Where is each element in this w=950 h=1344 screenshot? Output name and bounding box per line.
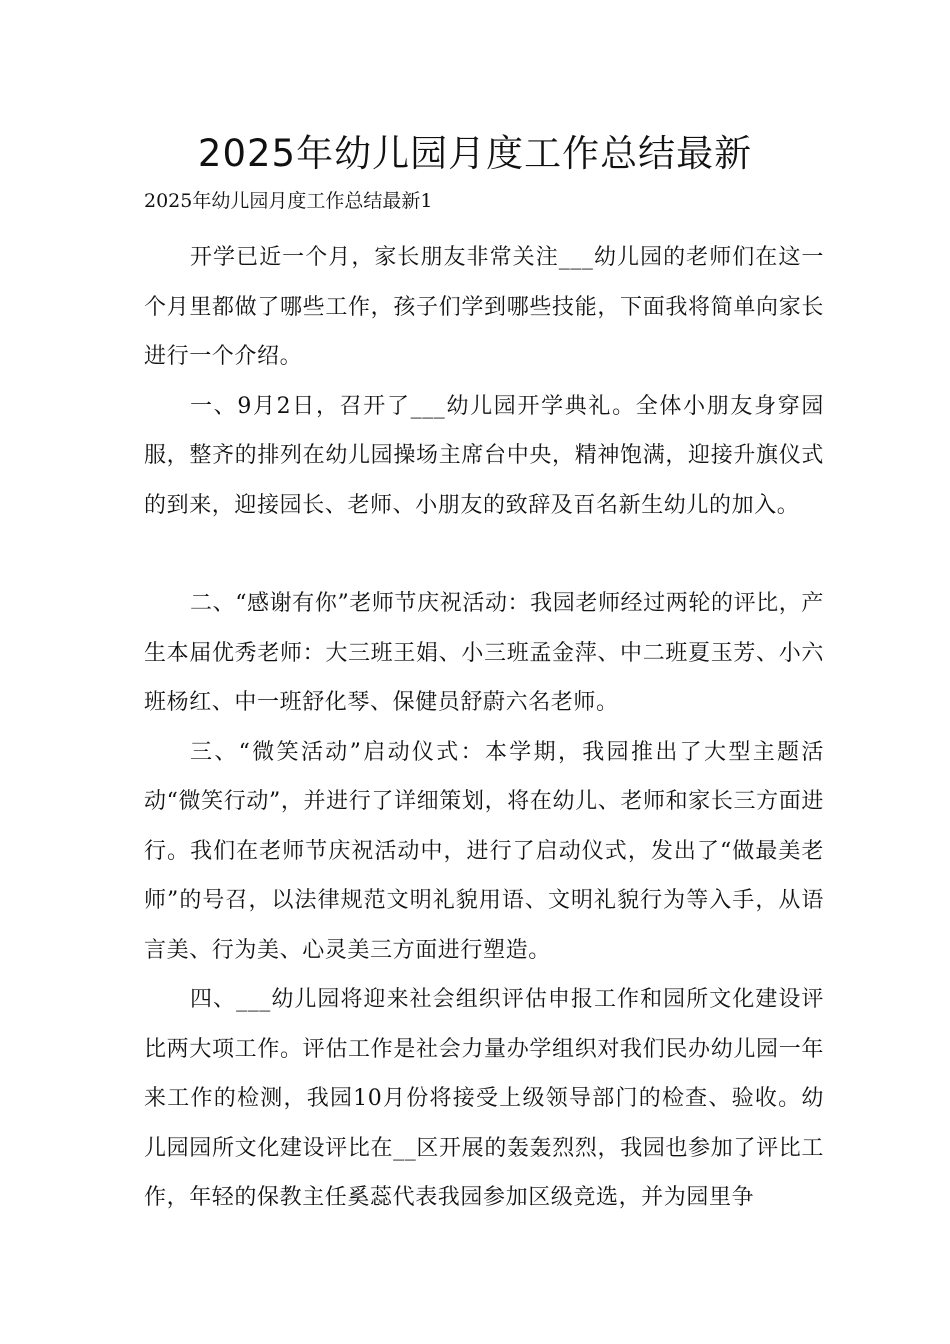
section-heading: 2025年幼儿园月度工作总结最新1 bbox=[144, 190, 433, 212]
paragraph-item-4: 四、___幼儿园将迎来社会组织评估申报工作和园所文化建设评比两大项工作。评估工作是社会力量办学组织对我们民办幼儿园一年来工作的检测，我园10月份将接受上级领导部门的检查、验收。幼儿园园所文化建设评比在__区开展的轰轰烈烈，我园也参加了评比工作，年轻的保教主任奚蕊代表我园参加区级竞选，并为园里争 bbox=[144, 987, 824, 1210]
document-title: 2025年幼儿园月度工作总结最新 bbox=[197, 132, 753, 175]
paragraph-item-1: 一、9月2日，召开了___幼儿园开学典礼。全体小朋友身穿园服，整齐的排列在幼儿园操场主席台中央，精神饱满，迎接升旗仪式的到来，迎接园长、老师、小朋友的致辞及百名新生幼儿的加入。 bbox=[144, 393, 824, 518]
paragraph-intro: 开学已近一个月，家长朋友非常关注___幼儿园的老师们在这一个月里都做了哪些工作，孩子们学到哪些技能，下面我将简单向家长进行一个介绍。 bbox=[144, 245, 824, 369]
document-body bbox=[144, 233, 824, 1223]
paragraph-item-2: 二、“感谢有你”老师节庆祝活动：我园老师经过两轮的评比，产生本届优秀老师：大三班王娟、小三班孟金萍、中二班夏玉芳、小六班杨红、中一班舒化琴、保健员舒蔚六名老师。 bbox=[144, 591, 824, 715]
blank-line bbox=[144, 530, 824, 579]
paragraph-item-3: 三、“微笑活动”启动仪式：本学期，我园推出了大型主题活动“微笑行动”，并进行了详细策划，将在幼儿、老师和家长三方面进行。我们在老师节庆祝活动中，进行了启动仪式，发出了“做最美老师”的号召，以法律规范文明礼貌用语、文明礼貌行为等入手，从语言美、行为美、心灵美三方面进行塑造。 bbox=[144, 739, 824, 963]
